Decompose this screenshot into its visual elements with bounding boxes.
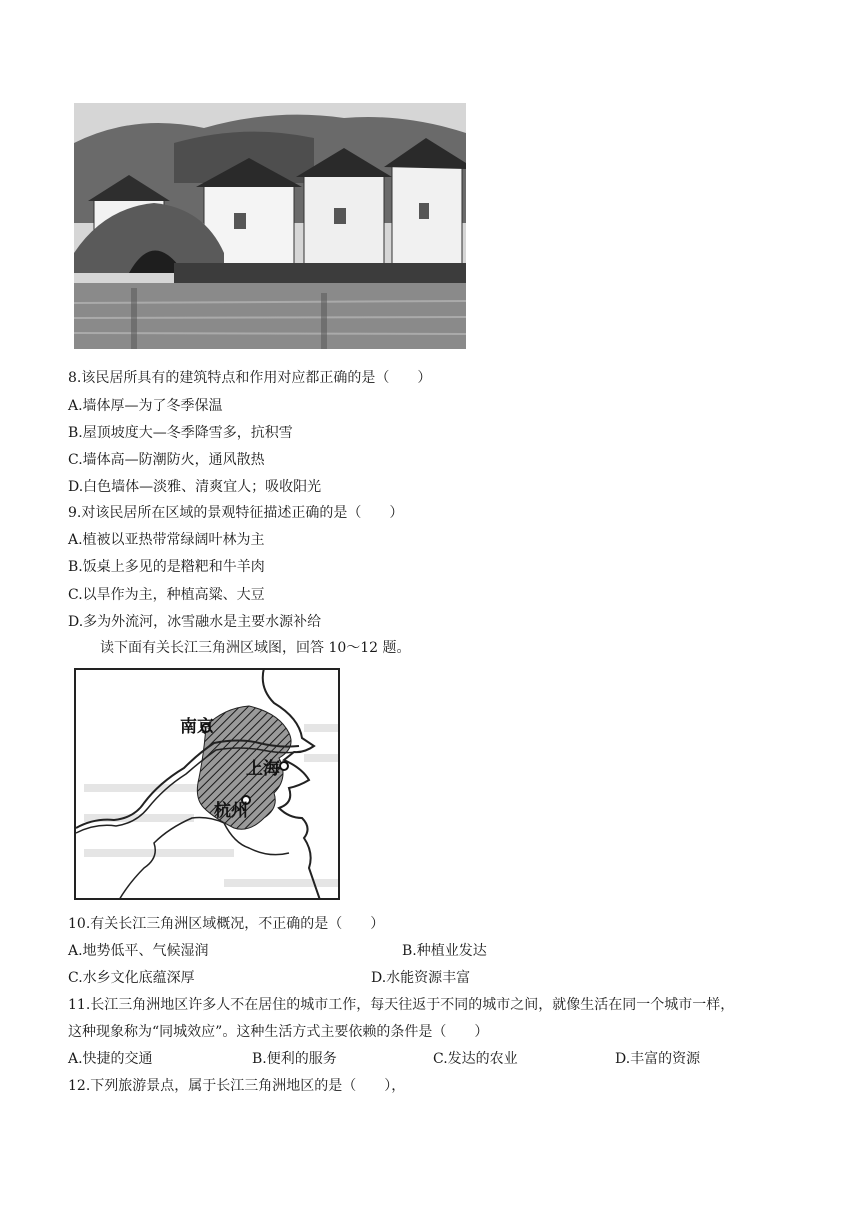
question-10-option-d[interactable]: D.水能资源丰富 [371, 970, 471, 986]
map-label-shanghai: 上海 [246, 759, 280, 779]
question-9-option-c[interactable]: C.以旱作为主，种植高粱、大豆 [68, 587, 265, 603]
question-8-option-a[interactable]: A.墙体厚—为了冬季保温 [68, 398, 223, 414]
question-12-stem: 12.下列旅游景点，属于长江三角洲地区的是（ ）， [68, 1078, 406, 1094]
question-8-option-c[interactable]: C.墙体高—防潮防火，通风散热 [68, 452, 265, 468]
question-11-stem-line2: 这种现象称为“同城效应”。这种生活方式主要依赖的条件是（ ） [68, 1024, 489, 1040]
question-9-stem: 9.对该民居所在区域的景观特征描述正确的是（ ） [68, 505, 404, 521]
map-label-hangzhou: 杭州 [214, 801, 248, 821]
question-9-option-b[interactable]: B.饭桌上多见的是糌粑和牛羊肉 [68, 559, 265, 575]
question-8-option-b[interactable]: B.屋顶坡度大—冬季降雪多，抗积雪 [68, 425, 293, 441]
question-10-option-b[interactable]: B.种植业发达 [402, 943, 487, 959]
question-11-option-a[interactable]: A.快捷的交通 [68, 1051, 153, 1067]
question-10-option-a[interactable]: A.地势低平、气候湿润 [68, 943, 209, 959]
question-8-option-d[interactable]: D.白色墙体—淡雅、清爽宜人；吸收阳光 [68, 479, 322, 495]
question-10-stem: 10.有关长江三角洲区域概况，不正确的是（ ） [68, 916, 385, 932]
water-town-photo [74, 103, 466, 349]
question-11-option-c[interactable]: C.发达的农业 [433, 1051, 518, 1067]
question-9-option-d[interactable]: D.多为外流河，冰雪融水是主要水源补给 [68, 614, 322, 630]
map-label-nanjing: 南京 [180, 717, 214, 737]
question-11-stem-line1: 11.长江三角洲地区许多人不在居住的城市工作，每天往返于不同的城市之间，就像生活在同一个城市一样， [68, 997, 735, 1013]
question-9-option-a[interactable]: A.植被以亚热带常绿阔叶林为主 [68, 532, 265, 548]
question-10-option-c[interactable]: C.水乡文化底蕴深厚 [68, 970, 195, 986]
map-intro-text: 读下面有关长江三角洲区域图，回答 10～12 题。 [100, 640, 411, 656]
question-11-option-d[interactable]: D.丰富的资源 [615, 1051, 701, 1067]
question-8-stem: 8.该民居所具有的建筑特点和作用对应都正确的是（ ） [68, 370, 432, 386]
yangtze-delta-map [74, 668, 340, 900]
question-11-option-b[interactable]: B.便利的服务 [252, 1051, 337, 1067]
